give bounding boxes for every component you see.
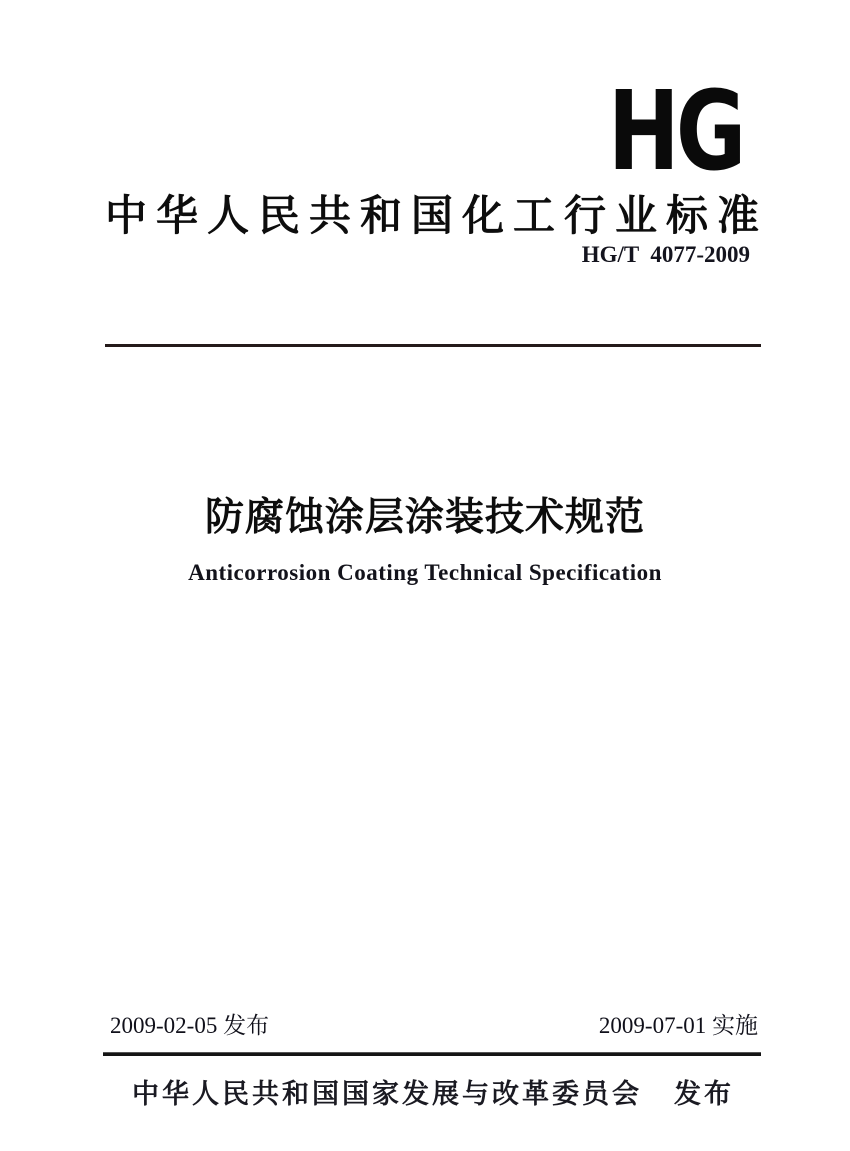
publish-label: 发布 [674, 1079, 734, 1109]
implementation-date: 2009-07-01 实施 [598, 1013, 758, 1038]
standard-type-heading: 中华人民共和国化工行业标准 [105, 192, 769, 239]
publisher-name: 中华人民共和国国家发展与改革委员会 [132, 1079, 642, 1109]
issue-date: 2009-02-05 发布 [110, 1013, 270, 1038]
publisher-row [105, 1072, 761, 1111]
standard-number: HG/T 4077-2009 [581, 242, 750, 267]
document-title-cn: 防腐蚀涂层涂装技术规范 [204, 496, 645, 539]
footer-divider-line [103, 1052, 761, 1056]
document-title-en: Anticorrosion Coating Technical Specification [188, 560, 662, 585]
date-row [110, 1007, 758, 1040]
header-divider-line [105, 344, 761, 347]
hg-logo: HG [607, 67, 742, 195]
